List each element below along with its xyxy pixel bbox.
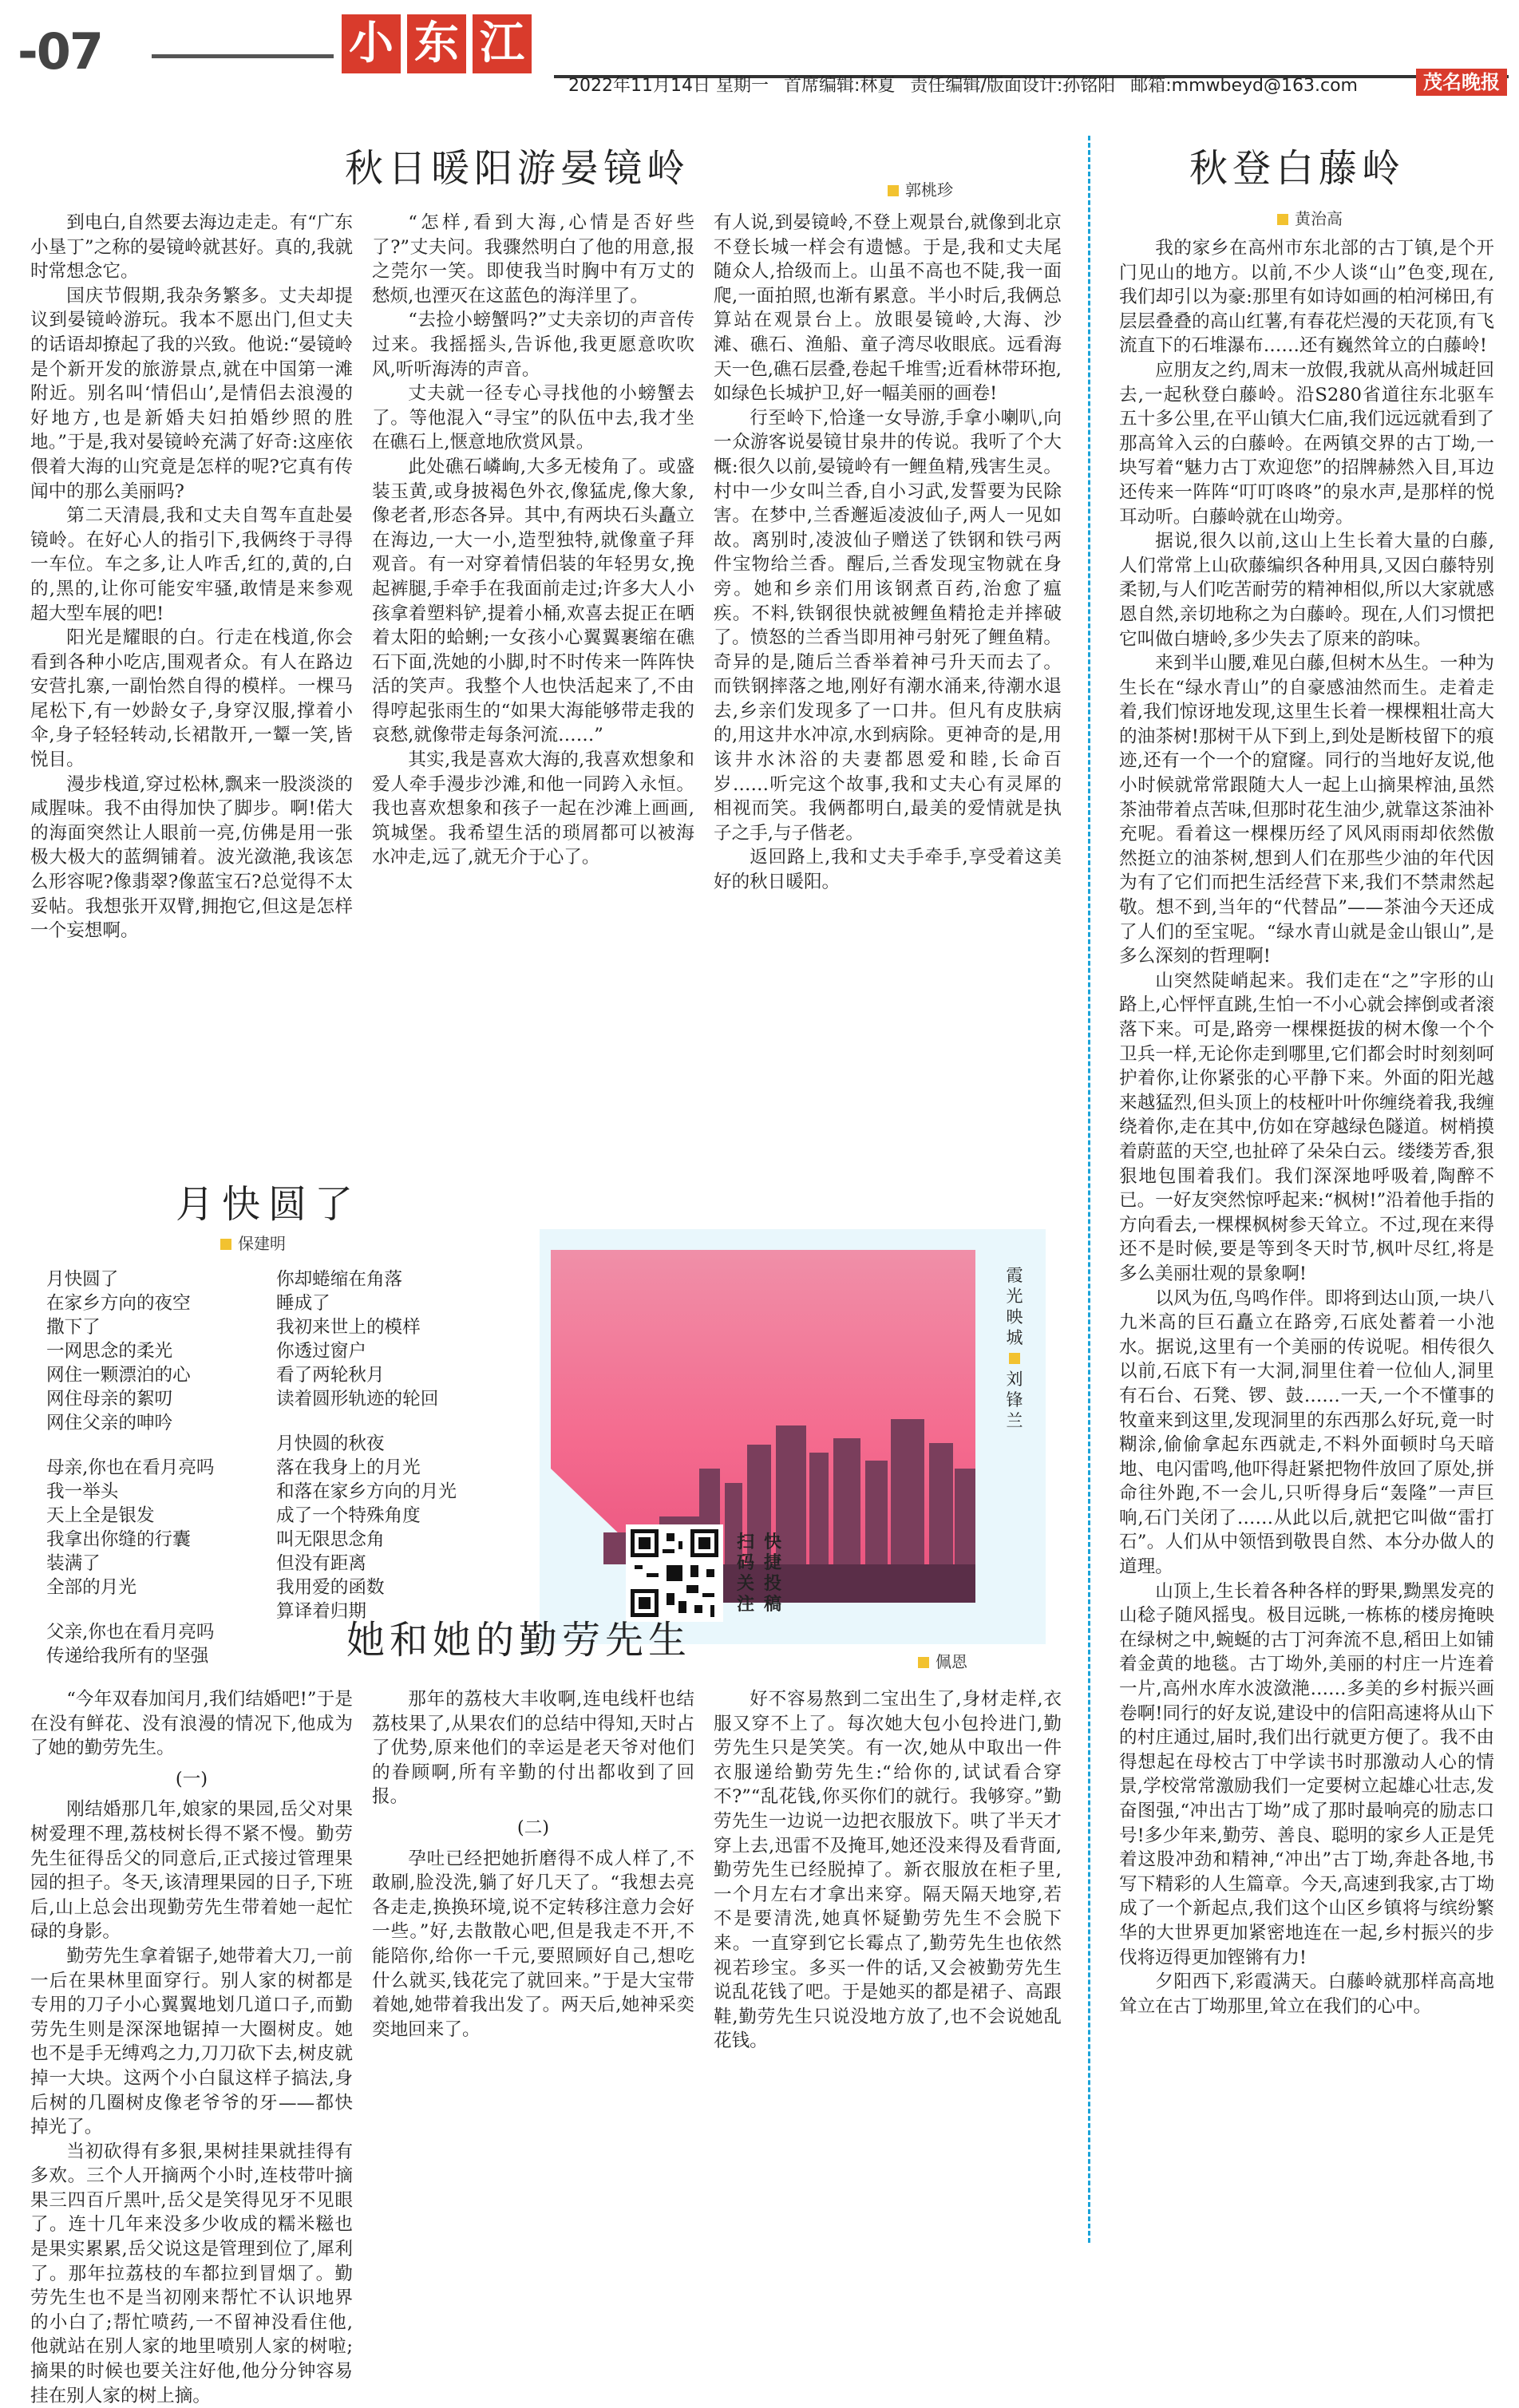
paragraph: 好不容易熬到二宝出生了,身材走样,衣服又穿不上了。每次她大包小包拎进门,勤劳先生只是笑笑。有一次,她从中取出一件衣服递给勤劳先生:“给你的,试试看合穿不?”“乱花钱,你买你们的就行。我够穿。”勤劳先生一边说一边把衣服放下。哄了半天才穿上去,迅雷不及掩耳,她还没来得及看背面,勤劳先生已经脱掉了。新衣服放在柜子里,一个月左右才拿出来穿。隔天隔天地穿,若不是要清洗,她真怀疑勤劳先生不会脱下来。一直穿到它长霉点了,勤劳先生也依然视若珍宝。多买一件的话,又会被勤劳先生说乱花钱了吧。于是她买的都是裙子、高跟鞋,勤劳先生只说没地方放了,也不会说她乱花钱。 — [714, 1689, 1062, 2052]
poem-line: 睡成了 — [276, 1293, 330, 1314]
paragraph: 山顶上,生长着各种各样的野果,黝黑发亮的山稔子随风摇曳。极目远眺,一栋栋的楼房掩映在绿树之中,蜿蜒的古丁河奔流不息,稻田上如铺着金黄的地毯。古丁坳外,美丽的村庄一片连着一片,高州水库水波潋滟……多美的乡村振兴画卷啊!同行的好友说,建设中的信阳高速将从山下的村庄通过,届时,我们出行就更方便了。我不由得想起在母校古丁中学读书时那激动人心的情景,学校常常激励我们一定要树立起雄心壮志,发奋图强,“冲出古丁坳”成了那时最响亮的励志口号!多少年来,勤劳、善良、聪明的家乡人正是凭着这股冲劲和精神,“冲出”古丁坳,奔赴各地,书写下精彩的人生篇章。今天,高速到我家,古丁坳成了一个新起点,我们这个山区乡镇将与缤纷繁华的大世界更加紧密地连在一起,乡村振兴的步伐将迈得更加铿锵有力! — [1119, 1580, 1494, 1968]
square-marker-icon — [918, 1657, 929, 1668]
article-column — [1119, 236, 1494, 2244]
poem-line: 和落在家乡方向的月光 — [276, 1481, 457, 1502]
paragraph: “怎样,看到大海,心情是否好些了?”丈夫问。我骤然明白了他的用意,报之莞尔一笑。即使我当时胸中有万丈的愁烦,也湮灭在这蓝色的海洋里了。 — [372, 212, 694, 306]
city-sunset-photo — [540, 1229, 1046, 1644]
poem-line: 父亲,你也在看月亮吗 — [46, 1622, 215, 1643]
paragraph: 国庆节假期,我杂务繁多。丈夫却提议到晏镜岭游玩。我本不愿出门,但丈夫的话语却撩起了我的兴致。他说:“晏镜岭是个新开发的旅游景点,就在中国第一滩附近。别名叫‘情侣山’,是情侣去浪漫的好地方,也是新婚夫妇拍婚纱照的胜地。”于是,我对晏镜岭充满了好奇:这座依偎着大海的山究竟是怎样的呢?它真有传闻中的那么美丽吗? — [30, 285, 353, 502]
poem-line: 撒下了 — [46, 1317, 101, 1338]
poem-line: 成了一个特殊角度 — [276, 1505, 421, 1526]
poem-line: 传递给我所有的坚强 — [46, 1646, 209, 1667]
paragraph: 第二天清晨,我和丈夫自驾车直赴晏镜岭。在好心人的指引下,我俩终于寻得一车位。车之多,让人咋舌,红的,黄的,白的,黑的,让你可能安牢骚,敢情是来参观超大型车展的吧! — [30, 505, 353, 624]
photo-caption — [1003, 1265, 1027, 1431]
issue-date: 2022年11月14日 星期一 — [568, 76, 769, 96]
poem-line: 看了两轮秋月 — [276, 1365, 385, 1386]
paragraph: 返回路上,我和丈夫手牵手,享受着这美好的秋日暖阳。 — [714, 847, 1062, 893]
paragraph: 丈夫就一径专心寻找他的小螃蟹去了。等他混入“寻宝”的队伍中去,我才坐在礁石上,惬意地欣赏风景。 — [372, 383, 694, 453]
poem-line: 全部的月光 — [46, 1577, 136, 1598]
header-rule — [152, 54, 334, 58]
paragraph: 当初砍得有多狠,果树挂果就挂得有多欢。三个人开摘两个小时,连枝带叶摘果三四百斤黑叶,岳父是笑得见牙不见眼了。连十几年来没多少收成的糯米糍也是果实累累,岳父说这是管理到位了,犀利了。那年拉荔枝的车都拉到冒烟了。勤劳先生也不是当初刚来帮忙不认识地界的小白了;帮忙喷药,一不留神没看住他,他就站在别人家的地里喷别人家的树啦;摘果的时候也要关注好他,他分分钟容易挂在别人家的树上摘。 — [30, 2141, 353, 2406]
poem-line: 月快圆的秋夜 — [276, 1433, 385, 1454]
paragraph: “今年双春加闰月,我们结婚吧!”于是在没有鲜花、没有浪漫的情况下,他成为了她的勤劳先生。 — [30, 1689, 353, 1759]
poem-line: 母亲,你也在看月亮吗 — [46, 1457, 215, 1478]
qr-code[interactable] — [626, 1524, 723, 1622]
section-number: (一) — [175, 1768, 208, 1789]
poem-line: 在家乡方向的夜空 — [46, 1293, 191, 1314]
article-title: 秋登白藤岭 — [1189, 146, 1406, 191]
paragraph: 以风为伍,鸟鸣作伴。即将到达山顶,一块八九米高的巨石矗立在路旁,石底处蓄着一小池水。据说,这里有一个美丽的传说呢。相传很久以前,石底下有一大洞,洞里住着一位仙人,洞里有石台、石凳、锣、鼓……一天,一个不懂事的牧童来到这里,发现洞里的东西那么好玩,竟一时糊涂,偷偷拿起东西就走,不料外面顿时乌天暗地、电闪雷鸣,他吓得赶紧把物件放回了原处,拼命往外跑,不一会儿,只听得身后“轰隆”一声巨响,石门关闭了……从此以后,就把它叫做“雷打石”。人们从中领悟到敬畏自然、本分办做人的道理。 — [1119, 1287, 1494, 1578]
poem-line: 网住一颗漂泊的心 — [46, 1365, 191, 1386]
column-divider — [1088, 136, 1090, 2243]
article-title: 她和她的勤劳先生 — [346, 1618, 692, 1663]
section-brand-char: 江 — [473, 14, 532, 73]
newspaper-logo: 茂名晚报 — [1416, 69, 1507, 96]
paragraph: 山突然陡峭起来。我们走在“之”字形的山路上,心怦怦直跳,生怕一不小心就会摔倒或者滚落下来。可是,路旁一棵棵挺拔的树木像一个个卫兵一样,无论你走到哪里,它们都会时时刻刻呵护着你,让你紧张的心平静下来。外面的阳光越来越猛烈,但头顶上的枝桠叶叶你缠绕着我,我缠绕着你,走在其中,仿如在穿越绿色隧道。树梢摸着蔚蓝的天空,也扯碎了朵朵白云。缕缕芳香,狠狠地包围着我们。我们深深地呼吸着,陶醉不已。一好友突然惊呼起来:“枫树!”沿着他手指的方向看去,一棵棵枫树参天耸立。不过,现在来得还不是时候,要是等到冬天时节,枫叶尽红,将是多么美丽壮观的景象啊! — [1119, 970, 1494, 1284]
paragraph: 此处礁石嶙峋,大多无棱角了。或盛装玉黄,或身披褐色外衣,像猛虎,像大象,像老者,形态各异。其中,有两块石头矗立在海边,一大一小,造型独特,就像童子拜观音。有一对穿着情侣装的年轻男女,挽起裤腿,手牵手在我面前走过;许多大人小孩拿着塑料铲,提着小桶,欢喜去捉正在晒着太阳的蛤蜊;一女孩小心翼翼裹缩在礁石下面,洗她的小脚,时不时传来一阵阵快活的笑声。我整个人也快活起来了,不由得哼起张雨生的“如果大海能够带走我的哀愁,就像带走每条河流……” — [372, 456, 694, 746]
poem-byline — [220, 1231, 286, 1254]
poem-line: 一网思念的柔光 — [46, 1341, 173, 1362]
author-name: 保建明 — [238, 1234, 286, 1253]
poem-line: 装满了 — [46, 1553, 101, 1574]
stanza-break — [276, 1411, 457, 1432]
editor: 责任编辑/版面设计:孙铭阳 — [910, 76, 1116, 96]
page-number: -07 — [18, 22, 103, 81]
paragraph: “去捡小螃蟹吗?”丈夫亲切的声音传过来。我摇摇头,告诉他,我更愿意吹吹风,听听海涛的声音。 — [372, 310, 694, 380]
paragraph: 夕阳西下,彩霞满天。白藤岭就那样高高地耸立在古丁坳那里,耸立在我们的心中。 — [1119, 1971, 1494, 2017]
paragraph: 据说,很久以前,这山上生长着大量的白藤,人们常常上山砍藤编织各种用具,又因白藤特别柔韧,与人们吃苦耐劳的精神相似,所以大家就感恩自然,亲切地称之为白藤岭。现在,人们习惯把它叫做白塘岭,多少失去了原来的韵味。 — [1119, 531, 1494, 650]
paragraph: 孕吐已经把她折磨得不成人样了,不敢刷,脸没洗,躺了好几天了。“我想去亮各走走,换换环境,说不定转移注意力会好一些。”好,去散散心吧,但是我走不开,不能陪你,给你一千元,要照顾好自己,想吃什么就买,钱花完了就回来。”于是大宝带着她,她带着我出发了。两天后,她神采奕奕地回来了。 — [372, 1848, 694, 2040]
poem-line: 算译着归期 — [276, 1601, 366, 1622]
qr-label — [728, 1532, 792, 1615]
poem-line: 你却蜷缩在角落 — [276, 1269, 403, 1290]
author-name: 黄治高 — [1295, 209, 1343, 228]
article-byline — [918, 1649, 967, 1672]
poem-line: 落在我身上的月光 — [276, 1457, 421, 1478]
paragraph: 来到半山腰,难见白藤,但树木丛生。一种为生长在“绿水青山”的自豪感油然而生。走着走着,我们惊讶地发现,这里生长着一棵棵粗壮高大的油茶树!那树干从下到上,到处是断枝留下的痕迹,还有一个一个的窟窿。同行的当地好友说,他小时候就常常跟随大人一起上山摘果榨油,虽然茶油带着点苦味,但那时花生油少,就靠这茶油补充呢。看着这一棵棵历经了风风雨雨却依然傲然挺立的油茶树,想到人们在那些少油的年代因为有了它们而把生活经营下来,我们不禁肃然起敬。想不到,当年的“代替品”——茶油今天还成了人们的至宝呢。“绿水青山就是金山银山”,是多么深刻的哲理啊! — [1119, 653, 1494, 967]
square-marker-icon — [1009, 1353, 1020, 1364]
stanza-break — [46, 1435, 215, 1456]
paragraph: 刚结婚那几年,娘家的果园,岳父对果树爱理不理,荔枝树长得不紧不慢。勤劳先生征得岳父的同意后,正式接过管理果园的担子。冬天,该清理果园的日子,下班后,山上总会出现勤劳先生带着她一起忙碌的身影。 — [30, 1799, 353, 1943]
paragraph: 其实,我是喜欢大海的,我喜欢想象和爱人牵手漫步沙滩,和他一同跨入永恒。我也喜欢想象和孩子一起在沙滩上画画,筑城堡。我希望生活的琐屑都可以被海水冲走,远了,就无介于心了。 — [372, 749, 694, 868]
square-marker-icon — [220, 1239, 231, 1250]
poem-line: 网住父亲的呻吟 — [46, 1413, 173, 1433]
article-column — [372, 211, 694, 1106]
section-number: (二) — [516, 1817, 550, 1838]
poem-line: 你透过窗户 — [276, 1341, 366, 1362]
poem-column-right — [276, 1267, 457, 1623]
article-column — [30, 211, 353, 1106]
paragraph: 我的家乡在高州市东北部的古丁镇,是个开门见山的地方。以前,不少人谈“山”色变,现在,我们却引以为豪:那里有如诗如画的柏河梯田,有层层叠叠的高山红薯,有春花烂漫的天花顶,有飞流直下的石堆瀑布……还有巍然耸立的白藤岭! — [1119, 238, 1494, 357]
qr-text-scan-follow: 扫码关注 — [736, 1532, 754, 1615]
article-column — [372, 1687, 694, 2246]
poem-line: 我初来世上的模样 — [276, 1317, 421, 1338]
contact-email[interactable]: 邮箱:mmwbeyd@163.com — [1130, 76, 1358, 96]
author-name: 郭桃珍 — [905, 180, 953, 200]
poem-column-left — [46, 1267, 215, 1668]
paragraph: 那年的荔枝大丰收啊,连电线杆也结荔枝果了,从果农们的总结中得知,天时占了优势,原来他们的幸运是老天爷对他们的眷顾啊,所有辛勤的付出都收到了回报。 — [372, 1689, 694, 1808]
poem-line: 月快圆了 — [46, 1269, 119, 1290]
article-title: 秋日暖阳游晏镜岭 — [345, 146, 690, 191]
article-byline — [1277, 206, 1343, 229]
poem-line: 天上全是银发 — [46, 1505, 155, 1526]
article-column — [714, 211, 1062, 1106]
stanza-break — [46, 1599, 215, 1620]
section-brand-char: 东 — [407, 14, 466, 73]
paragraph: 勤劳先生拿着锯子,她带着大刀,一前一后在果林里面穿行。别人家的树都是专用的刀子小心翼翼地划几道口子,而勤劳先生则是深深地锯掉一大圈树皮。她也不是手无缚鸡之力,刀刀砍下去,树皮就掉一大块。这两个小白鼠这样子搞法,身后树的几圈树皮像老爷爷的牙——都快掉光了。 — [30, 1945, 353, 2138]
paragraph: 漫步栈道,穿过松林,飘来一股淡淡的咸腥味。我不由得加快了脚步。啊!偌大的海面突然让人眼前一亮,仿佛是用一张极大极大的蓝绸铺着。波光潋滟,我该怎么形容呢?像翡翠?像蓝宝石?总觉得不太妥帖。我想张开双臂,拥抱它,但这是怎样一个妄想啊。 — [30, 773, 353, 942]
header-info — [568, 72, 1367, 97]
article-byline — [888, 177, 953, 200]
paragraph: 到电白,自然要去海边走走。有“广东小垦丁”之称的晏镜岭就甚好。真的,我就时常想念它。 — [30, 212, 353, 283]
poem-title: 月快圆了 — [176, 1182, 362, 1227]
square-marker-icon — [888, 185, 899, 196]
author-name: 佩恩 — [936, 1652, 967, 1671]
paragraph: 行至岭下,恰逢一女导游,手拿小喇叭,向一众游客说晏镜甘泉井的传说。我听了个大概:很久以前,晏镜岭有一鲤鱼精,残害生灵。村中一少女叫兰香,自小习武,发誓要为民除害。在梦中,兰香邂逅凌波仙子,两人一见如故。离别时,凌波仙子赠送了铁钢和铁弓两件宝物给兰香。醒后,兰香发现宝物就在身旁。她和乡亲们用该钢煮百药,治愈了瘟疾。不料,铁钢很快就被鲤鱼精抢走并摔破了。愤怒的兰香当即用神弓射死了鲤鱼精。奇异的是,随后兰香举着神弓升天而去了。而铁钢摔落之地,刚好有潮水涌来,待潮水退去,乡亲们发现多了一口井。但凡有皮肤病的,用这井水冲凉,水到病除。更神奇的是,用该井水沐浴的夫妻都恩爱和睦,长命百岁……听完这个故事,我和丈夫心有灵犀的相视而笑。我俩都明白,最美的爱情就是执子之手,与子偕老。 — [714, 407, 1062, 844]
poem-line: 我用爱的函数 — [276, 1577, 385, 1598]
article-column — [714, 1687, 1062, 2246]
square-marker-icon — [1277, 214, 1288, 225]
poem-line: 读着圆形轨迹的轮回 — [276, 1389, 439, 1410]
paragraph: 阳光是耀眼的白。行走在栈道,你会看到各种小吃店,围观者众。有人在路边安营扎寨,一副怡然自得的模样。一棵马尾松下,有一妙龄女子,身穿汉服,撑着小伞,身子轻轻转动,长裙散开,一颦一笑,皆悦目。 — [30, 627, 353, 771]
paragraph: 应朋友之约,周末一放假,我就从高州城赶回去,一起秋登白藤岭。沿S280省道往东北驱车五十多公里,在平山镇大仁庙,我们远远就看到了那高耸入云的白藤岭。在两镇交界的古丁坳,一块写着“魅力古丁欢迎您”的招牌赫然入目,耳边还传来一阵阵“叮叮咚咚”的泉水声,是那样的悦耳动听。白藤岭就在山坳旁。 — [1119, 359, 1494, 528]
chief-editor: 首席编辑:林夏 — [783, 76, 896, 96]
poem-line: 我一举头 — [46, 1481, 119, 1502]
qr-text-quick-submit: 快捷投稿 — [763, 1532, 781, 1615]
photographer-name: 刘锋兰 — [1006, 1370, 1023, 1430]
poem-line: 叫无限思念角 — [276, 1529, 385, 1550]
section-brand-char: 小 — [342, 14, 401, 73]
poem-line: 网住母亲的絮叨 — [46, 1389, 173, 1410]
poem-line: 我拿出你缝的行囊 — [46, 1529, 191, 1550]
caption-title: 霞光映城 — [1006, 1266, 1023, 1347]
article-column — [30, 1687, 353, 2406]
poem-line: 但没有距离 — [276, 1553, 366, 1574]
paragraph: 有人说,到晏镜岭,不登上观景台,就像到北京不登长城一样会有遗憾。于是,我和丈夫尾随众人,拾级而上。山虽不高也不陡,我一面爬,一面拍照,也渐有累意。半小时后,我俩总算站在观景台上。放眼晏镜岭,大海、沙滩、礁石、渔船、童子湾尽收眼底。远看海天一色,礁石层叠,卷起千堆雪;近看林带环抱,如绿色长城护卫,好一幅美丽的画卷! — [714, 212, 1062, 405]
